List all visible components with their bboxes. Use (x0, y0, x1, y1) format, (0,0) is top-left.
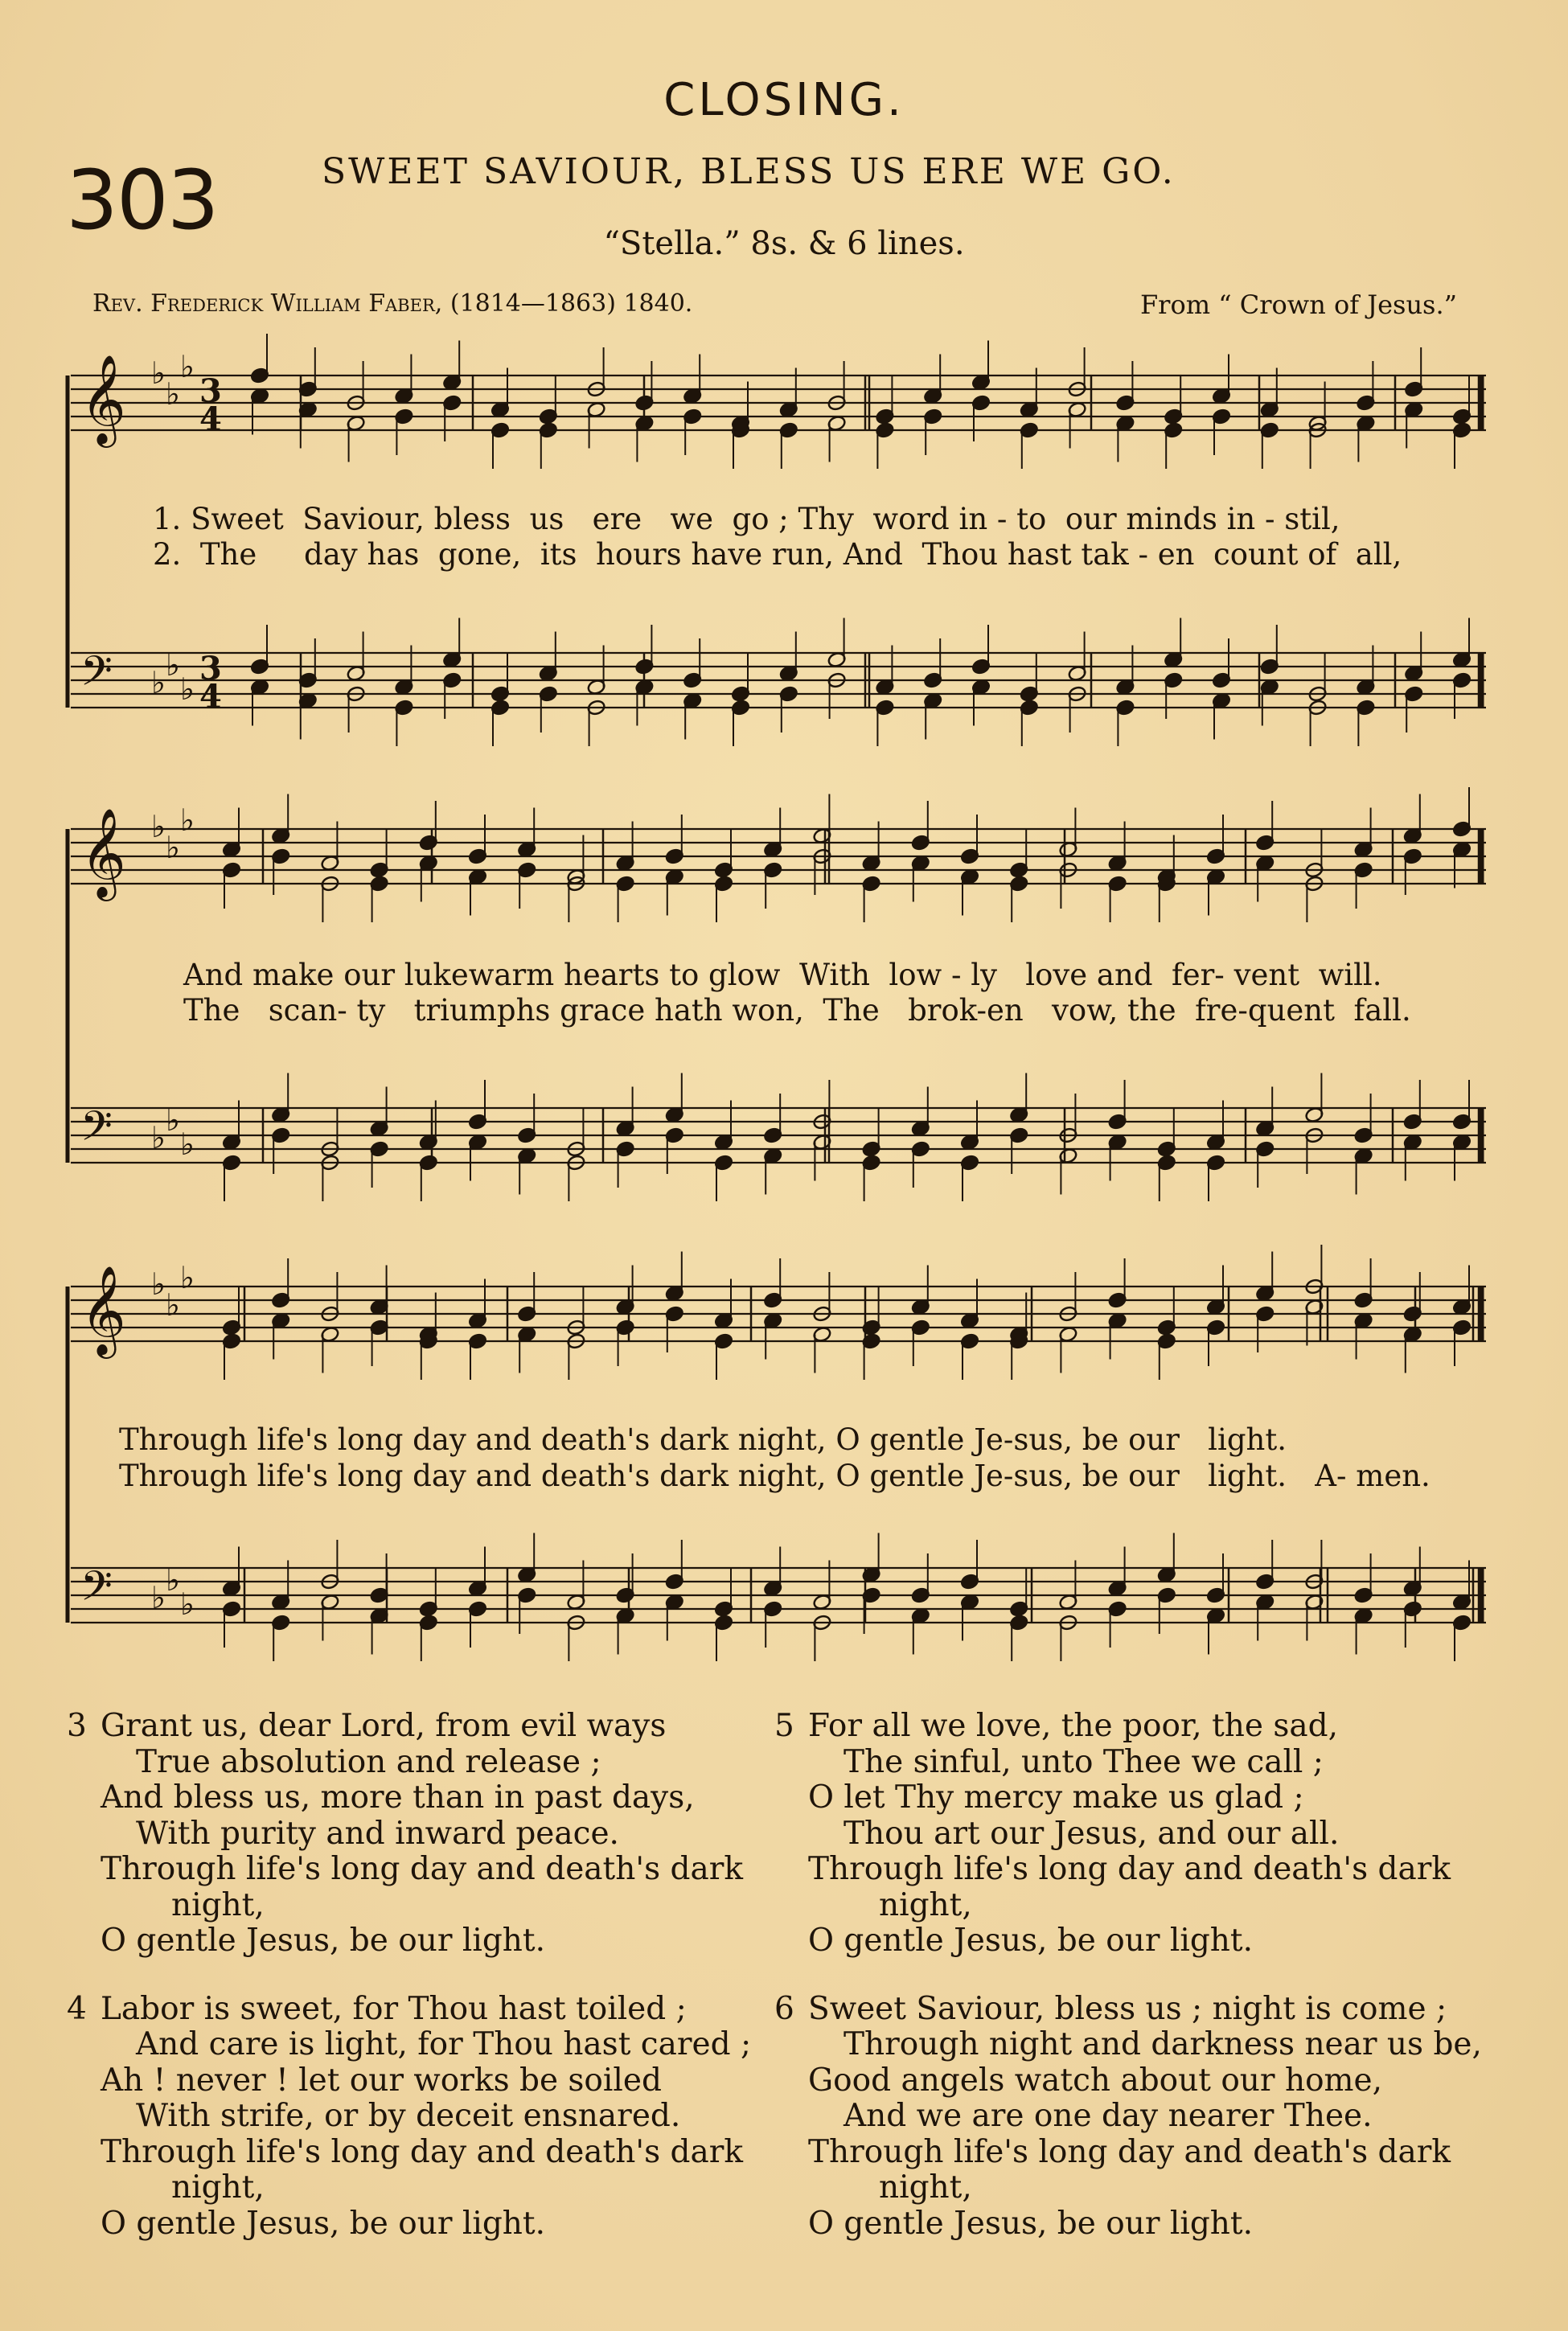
verse-line: Through life's long day and death's dark (808, 2133, 1451, 2170)
flat-sign-icon: ♭ (166, 376, 180, 412)
bass-clef-icon: 𝄢 (80, 1562, 113, 1620)
verse-line: night, (879, 2169, 972, 2206)
system-3-lyric-verse-1: Through life's long day and death's dark night, O gentle Je-sus, be our light. (119, 1422, 1287, 1457)
flat-sign-icon: ♭ (151, 355, 166, 391)
flat-sign-icon: ♭ (180, 349, 195, 384)
flat-sign-icon: ♭ (151, 809, 166, 844)
flat-sign-icon: ♭ (166, 1287, 180, 1323)
verse-3 (67, 1708, 751, 1960)
system-1-lyric-verse-1: 1. Sweet Saviour, bless us ere we go ; Thy word in - to our minds in - stil, (153, 502, 1340, 536)
flat-sign-icon: ♭ (180, 1586, 195, 1622)
verse-line: Through life's long day and death's dark (808, 1851, 1451, 1887)
flat-sign-icon: ♭ (166, 1562, 180, 1598)
verse-line: Sweet Saviour, bless us ; night is come ; (808, 1990, 1447, 2027)
flat-sign-icon: ♭ (151, 665, 166, 700)
flat-sign-icon: ♭ (151, 1120, 166, 1155)
time-signature-bottom: 4 (199, 678, 222, 716)
verse-line: Through life's long day and death's dark (101, 1851, 743, 1887)
verse-line: And care is light, for Thou hast cared ; (136, 2026, 752, 2062)
verse-line: Labor is sweet, for Thou hast toiled ; (101, 1990, 687, 2027)
verse-number: 6 (774, 1990, 794, 2027)
flat-sign-icon: ♭ (151, 1580, 166, 1615)
verse-line: Ah ! never ! let our works be soiled (101, 2062, 662, 2099)
verse-4 (67, 1990, 752, 2243)
system-3-lyric-verse-2: Through life's long day and death's dark night, O gentle Je-sus, be our light. A- men. (119, 1459, 1430, 1493)
treble-clef-icon: 𝄞 (80, 1265, 126, 1355)
flat-sign-icon: ♭ (166, 1102, 180, 1138)
system-1-lyric-verse-2: 2. The day has gone, its hours have run, And Thou hast tak - en count of all, (153, 537, 1402, 572)
tune-and-meter: “Stella.” 8s. & 6 lines. (603, 225, 965, 262)
verse-line: O gentle Jesus, be our light. (808, 2205, 1253, 2242)
time-signature-bottom: 4 (199, 400, 222, 438)
verse-5 (774, 1708, 1482, 1960)
system-2-lyric-verse-2: The scan- ty triumphs grace hath won, The brok-en vow, the fre-quent fall. (183, 993, 1411, 1028)
treble-clef-icon: 𝄞 (80, 807, 126, 897)
bass-clef-icon: 𝄢 (80, 646, 113, 705)
time-signature-top: 3 (199, 650, 222, 687)
verse-line: Through night and darkness near us be, (844, 2026, 1482, 2062)
verse-line: O gentle Jesus, be our light. (808, 1923, 1253, 1959)
flat-sign-icon: ♭ (180, 1260, 195, 1295)
verse-line: And we are one day nearer Thee. (844, 2098, 1373, 2134)
verse-line: O let Thy mercy make us glad ; (808, 1779, 1304, 1816)
verse-line: night, (171, 2169, 265, 2206)
author-credit: Rev. Frederick William Faber, (1814—1863) 1840. (92, 289, 693, 318)
verse-number: 3 (67, 1708, 87, 1744)
bass-clef-icon: 𝄢 (80, 1102, 113, 1160)
verses-left-column (67, 1708, 752, 2274)
verse-number: 4 (67, 1990, 87, 2027)
verse-line: Good angels watch about our home, (808, 2062, 1383, 2099)
verses-right-column (774, 1708, 1482, 2274)
hymn-number: 303 (66, 153, 218, 248)
verse-line: True absolution and release ; (136, 1743, 601, 1780)
treble-clef-icon: 𝄞 (80, 354, 126, 444)
flat-sign-icon: ♭ (180, 671, 195, 707)
verse-6 (774, 1990, 1482, 2243)
flat-sign-icon: ♭ (180, 1127, 195, 1162)
section-heading: CLOSING. (663, 74, 905, 126)
flat-sign-icon: ♭ (166, 830, 180, 865)
verse-line: Grant us, dear Lord, from evil ways (101, 1708, 667, 1744)
verse-line: And bless us, more than in past days, (101, 1779, 695, 1816)
verse-line: night, (171, 1886, 265, 1923)
flat-sign-icon: ♭ (166, 647, 180, 683)
verse-line: For all we love, the poor, the sad, (808, 1708, 1339, 1744)
flat-sign-icon: ♭ (180, 802, 195, 838)
verse-number: 5 (774, 1708, 794, 1744)
verse-line: Through life's long day and death's dark (101, 2133, 743, 2170)
verse-line: With strife, or by deceit ensnared. (136, 2098, 681, 2134)
hymn-title: SWEET SAVIOUR, BLESS US ERE WE GO. (322, 151, 1176, 192)
time-signature-top: 3 (199, 372, 222, 410)
flat-sign-icon: ♭ (151, 1266, 166, 1302)
verse-line: The sinful, unto Thee we call ; (844, 1743, 1324, 1780)
verse-line: With purity and inward peace. (136, 1815, 619, 1852)
verse-line: O gentle Jesus, be our light. (101, 2205, 545, 2242)
verse-line: Thou art our Jesus, and our all. (844, 1815, 1340, 1852)
source-credit: From “ Crown of Jesus.” (1139, 289, 1457, 320)
system-2-lyric-verse-1: And make our lukewarm hearts to glow With low - ly love and fer- vent will. (183, 958, 1382, 992)
verse-line: O gentle Jesus, be our light. (101, 1923, 545, 1959)
verse-line: night, (879, 1886, 972, 1923)
